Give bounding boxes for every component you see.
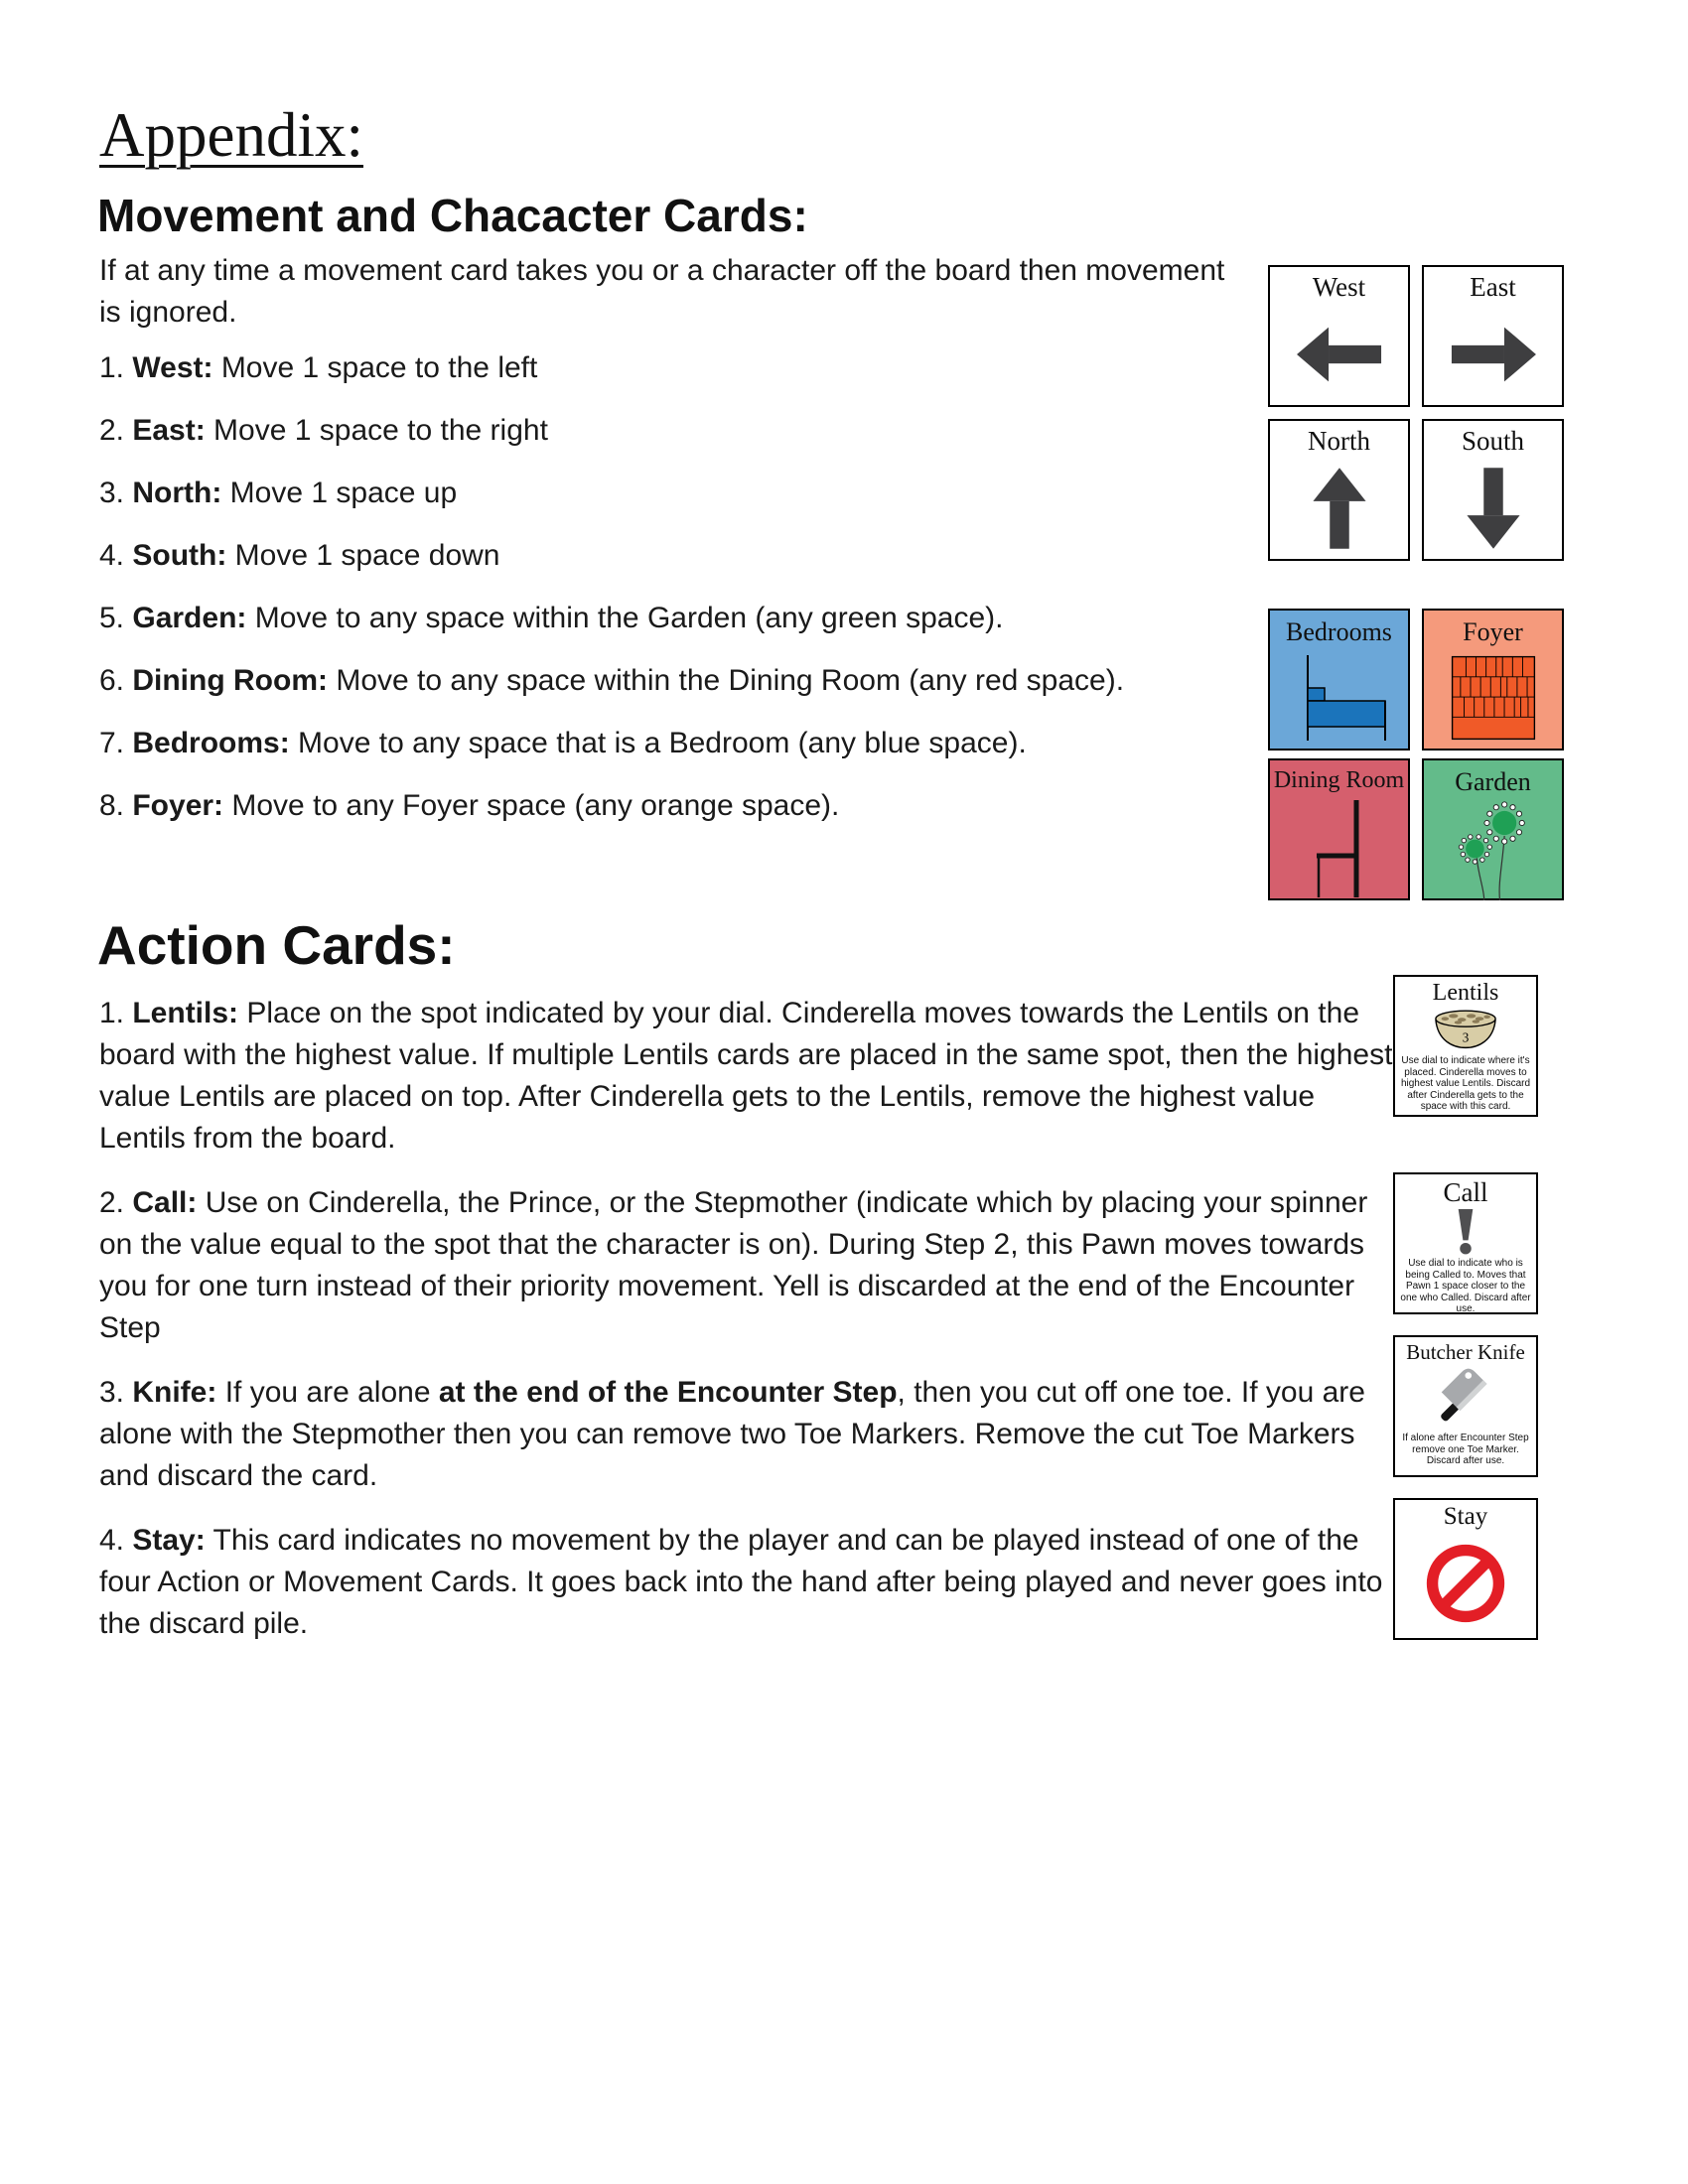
item-text: Move 1 space down xyxy=(226,539,500,572)
card-south xyxy=(1422,419,1564,561)
lentil-value: 3 xyxy=(1462,1029,1470,1045)
bed-icon xyxy=(1270,647,1408,749)
item-text: Move to any Foyer space (any orange space). xyxy=(223,789,840,822)
card-bedrooms xyxy=(1268,609,1410,751)
card-north xyxy=(1268,419,1410,561)
list-item xyxy=(99,598,1231,639)
card-foyer xyxy=(1422,609,1564,751)
card-title: Call xyxy=(1443,1177,1488,1207)
no-entry-icon xyxy=(1422,1531,1509,1636)
chair-icon xyxy=(1270,794,1408,899)
item-number: 8. xyxy=(99,789,133,822)
card-title: Lentils xyxy=(1432,980,1499,1006)
card-title: South xyxy=(1461,426,1525,456)
item-label: Bedrooms: xyxy=(132,727,290,759)
cleaver-icon xyxy=(1433,1365,1498,1431)
item-text: Use on Cinderella, the Prince, or the Stepmother (indicate which by placing your spinner on the value equal to the spot that the character is on). During Step 2, this Pawn moves towards you for one turn instead of their priority movement. Yell is discarded at the end of the Encounter Step xyxy=(99,1186,1368,1344)
exclamation-icon xyxy=(1449,1208,1482,1256)
arrow-right-icon xyxy=(1424,303,1562,405)
arrow-down-icon xyxy=(1424,457,1562,559)
card-lentils xyxy=(1393,975,1538,1117)
item-label: North: xyxy=(132,477,222,509)
lentil-bowl-icon xyxy=(1429,1007,1502,1053)
item-number: 1. xyxy=(99,997,133,1029)
page-title: Appendix: xyxy=(99,100,363,170)
card-call xyxy=(1393,1172,1538,1314)
item-label: Lentils: xyxy=(132,997,239,1029)
item-text: Move to any space that is a Bedroom (any blue space). xyxy=(289,727,1027,759)
item-label: South: xyxy=(132,539,227,572)
list-item xyxy=(99,347,1231,389)
card-stay xyxy=(1393,1498,1538,1640)
list-item xyxy=(99,785,1231,827)
card-title: Bedrooms xyxy=(1286,617,1392,646)
item-label: Foyer: xyxy=(132,789,224,822)
item-text: Move to any space within the Garden (any green space). xyxy=(246,602,1004,634)
item-number: 6. xyxy=(99,664,133,697)
list-item xyxy=(99,1182,1400,1349)
card-dining-room xyxy=(1268,758,1410,900)
list-item xyxy=(99,1520,1400,1645)
card-title: Butcher Knife xyxy=(1406,1340,1525,1364)
card-text: Use dial to indicate where it's placed. Cinderella moves to highest value Lentils. Discard after Cinderella gets to the space with this card. xyxy=(1400,1055,1531,1112)
list-item xyxy=(99,535,1231,577)
item-label: East: xyxy=(132,414,206,447)
item-number: 2. xyxy=(99,414,133,447)
movement-section-heading: Movement and Chacacter Cards: xyxy=(97,190,808,241)
item-number: 3. xyxy=(99,477,133,509)
item-number: 1. xyxy=(99,351,133,384)
card-text: Use dial to indicate who is being Called to. Moves that Pawn 1 space closer to the one who Called. Discard after use. xyxy=(1400,1258,1531,1314)
item-label: Dining Room: xyxy=(132,664,328,697)
item-label: Garden: xyxy=(132,602,247,634)
list-item xyxy=(99,1372,1400,1497)
card-east xyxy=(1422,265,1564,407)
card-title: Foyer xyxy=(1463,617,1523,646)
card-title: East xyxy=(1470,272,1516,302)
card-butcher-knife xyxy=(1393,1335,1538,1477)
item-text: Move 1 space to the right xyxy=(205,414,548,447)
card-title: West xyxy=(1312,272,1366,302)
list-item xyxy=(99,660,1231,702)
item-text: If you are alone xyxy=(216,1376,439,1409)
arrow-left-icon xyxy=(1270,303,1408,405)
item-number: 4. xyxy=(99,539,133,572)
item-text: Move to any space within the Dining Room (any red space). xyxy=(328,664,1125,697)
item-text: Place on the spot indicated by your dial. Cinderella moves towards the Lentils on the board with the highest value. If multiple Lentils cards are placed in the same spot, then the highest value Lentils are placed on top. After Cinderella gets to the Lentils, remove the highest value Lentils from the board. xyxy=(99,997,1393,1155)
card-text: If alone after Encounter Step remove one Toe Marker. Discard after use. xyxy=(1402,1433,1529,1466)
list-item xyxy=(99,993,1400,1160)
item-text: This card indicates no movement by the player and can be played instead of one of the four Action or Movement Cards. It goes back into the hand after being played and never goes into the discard pile. xyxy=(99,1524,1383,1640)
card-title: Garden xyxy=(1455,767,1531,796)
flowers-icon xyxy=(1424,797,1562,900)
item-number: 5. xyxy=(99,602,133,634)
list-item xyxy=(99,723,1231,764)
item-text-bold: at the end of the Encounter Step xyxy=(438,1376,898,1409)
item-text: Move 1 space to the left xyxy=(212,351,538,384)
item-label: Stay: xyxy=(132,1524,206,1557)
action-list xyxy=(99,993,1400,1668)
card-garden xyxy=(1422,758,1564,900)
card-title: North xyxy=(1308,426,1370,456)
item-label: Knife: xyxy=(132,1376,217,1409)
item-label: Call: xyxy=(132,1186,198,1219)
arrow-up-icon xyxy=(1270,457,1408,559)
movement-list xyxy=(99,347,1231,848)
movement-intro: If at any time a movement card takes you or a character off the board then movement is ignored. xyxy=(99,254,1225,329)
item-number: 2. xyxy=(99,1186,133,1219)
item-number: 4. xyxy=(99,1524,133,1557)
list-item xyxy=(99,410,1231,452)
card-title: Stay xyxy=(1443,1503,1488,1530)
item-text: Move 1 space up xyxy=(221,477,458,509)
item-text: , then you cut off one toe. If you are alone with the Stepmother then you can remove two Toe Markers. Remove the cut Toe Markers and discard the card. xyxy=(99,1376,1365,1492)
item-label: West: xyxy=(132,351,213,384)
item-number: 7. xyxy=(99,727,133,759)
action-section-heading: Action Cards: xyxy=(97,914,456,976)
item-number: 3. xyxy=(99,1376,133,1409)
list-item xyxy=(99,473,1231,514)
card-title: Dining Room xyxy=(1273,767,1405,793)
brick-wall-icon xyxy=(1424,647,1562,749)
card-west xyxy=(1268,265,1410,407)
